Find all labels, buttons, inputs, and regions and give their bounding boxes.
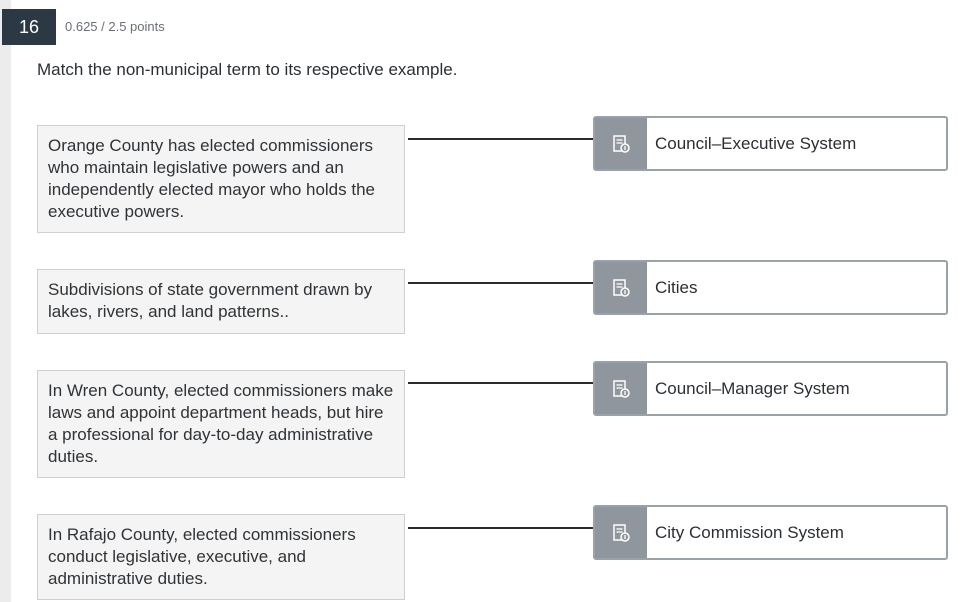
term-label: Council–Manager System (655, 378, 850, 398)
match-connector-1 (408, 138, 594, 140)
example-box-2: Subdivisions of state government drawn by lakes, rivers, and land patterns.. (37, 269, 405, 334)
question-prompt: Match the non-municipal term to its respective example. (37, 60, 458, 79)
term-label: Council–Executive System (655, 133, 857, 153)
example-box-3: In Wren County, elected commissioners make laws and appoint department heads, but hire a professional for day-to-day administrative duties. (37, 370, 405, 478)
example-box-1: Orange County has elected commissioners who maintain legislative powers and an independently elected mayor who holds the executive powers. (37, 125, 405, 233)
match-connector-4 (408, 527, 594, 529)
term-box-1[interactable] (593, 116, 948, 171)
match-connector-3 (408, 382, 594, 384)
term-box-2[interactable] (593, 260, 948, 315)
term-label: City Commission System (655, 522, 844, 542)
example-box-4: In Rafajo County, elected commissioners conduct legislative, executive, and administrative duties. (37, 514, 405, 600)
term-label: Cities (655, 277, 698, 297)
drag-handle-icon[interactable] (595, 507, 647, 558)
term-box-3[interactable] (593, 361, 948, 416)
question-number: 16 (2, 9, 56, 45)
match-connector-2 (408, 282, 594, 284)
drag-handle-icon[interactable] (595, 118, 647, 169)
drag-handle-icon[interactable] (595, 363, 647, 414)
question-points: 0.625 / 2.5 points (65, 19, 165, 34)
drag-handle-icon[interactable] (595, 262, 647, 313)
term-box-4[interactable] (593, 505, 948, 560)
